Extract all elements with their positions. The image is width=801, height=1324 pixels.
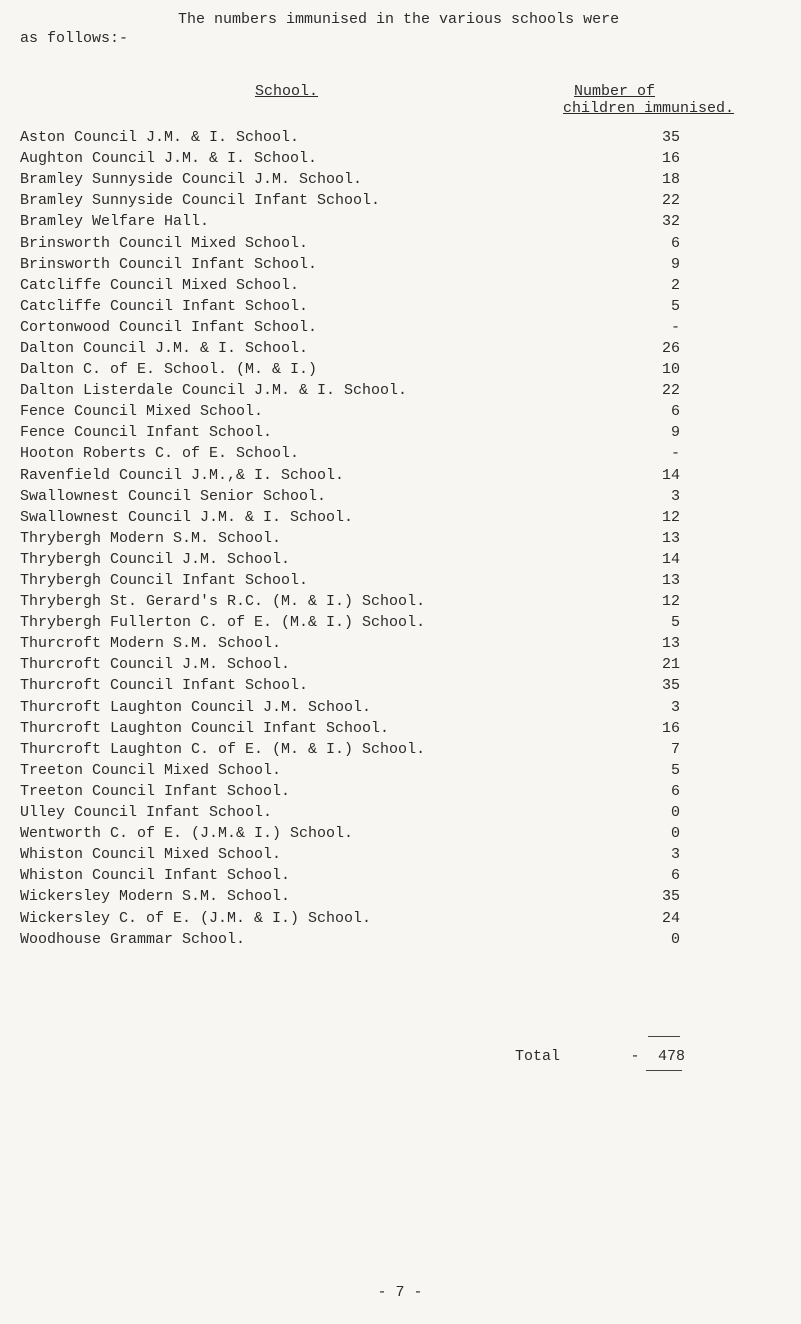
school-name: Treeton Council Mixed School. [20,761,282,779]
table-row [20,507,780,528]
table-row [20,781,780,802]
schools-table [20,127,780,950]
immunised-count: 13 [661,635,680,653]
immunised-count: 16 [661,150,680,168]
immunised-count: 32 [661,213,680,231]
school-name: Cortonwood Council Infant School. [20,318,318,336]
immunised-count: 21 [661,656,680,674]
table-row [20,317,780,338]
table-row [20,169,780,190]
table-row [20,718,780,739]
immunised-count: 3 [670,846,680,864]
school-name: Fence Council Infant School. [20,424,273,442]
immunised-count: 14 [661,550,680,568]
number-header-line-1: Number of [574,83,656,100]
table-row [20,422,780,443]
immunised-count: - [670,445,680,463]
page-number: - 7 - [377,1284,423,1301]
immunised-count: 6 [670,867,680,885]
immunised-count: 22 [661,192,680,210]
school-name: Treeton Council Infant School. [20,782,291,800]
school-name: Wentworth C. of E. (J.M.& I.) School. [20,825,354,843]
school-name: Thurcroft Council J.M. School. [20,656,291,674]
table-row [20,907,780,928]
school-name: Catcliffe Council Mixed School. [20,276,300,294]
total-separator: - [630,1048,640,1065]
intro-line-1: The numbers immunised in the various schools were [178,11,620,28]
table-row [20,760,780,781]
table-row [20,802,780,823]
school-name: Whiston Council Mixed School. [20,846,282,864]
immunised-count: 26 [661,339,680,357]
school-name: Thurcroft Council Infant School. [20,677,309,695]
immunised-count: 35 [661,677,680,695]
table-row [20,486,780,507]
school-name: Thrybergh Council J.M. School. [20,550,291,568]
immunised-count: 12 [661,593,680,611]
school-name: Wickersley Modern S.M. School. [20,888,291,906]
total-rule-line [648,1036,680,1037]
school-name: Wickersley C. of E. (J.M. & I.) School. [20,909,372,927]
table-row [20,254,780,275]
immunised-count: 0 [670,825,680,843]
school-name: Thurcroft Laughton Council J.M. School. [20,698,372,716]
school-name: Thurcroft Modern S.M. School. [20,635,282,653]
table-row [20,275,780,296]
table-row [20,232,780,253]
table-row [20,886,780,907]
table-row [20,443,780,464]
table-row [20,401,780,422]
school-name: Whiston Council Infant School. [20,867,291,885]
immunised-count: 35 [661,888,680,906]
school-name: Bramley Sunnyside Council Infant School. [20,192,381,210]
immunised-count: 16 [661,719,680,737]
school-name: Swallownest Council Senior School. [20,487,327,505]
intro-line-2: as follows:- [20,30,129,47]
school-name: Thrybergh Modern S.M. School. [20,529,282,547]
table-row [20,338,780,359]
table-row [20,697,780,718]
school-name: Thurcroft Laughton Council Infant School. [20,719,390,737]
intro-paragraph [20,10,780,48]
number-header-line-2: children immunised. [563,100,735,117]
immunised-count: 6 [670,234,680,252]
table-row [20,633,780,654]
school-name: Ravenfield Council J.M.,& I. School. [20,466,345,484]
table-row [20,127,780,148]
school-name: Aston Council J.M. & I. School. [20,129,300,147]
table-row [20,211,780,232]
table-row [20,570,780,591]
immunised-count: 0 [670,930,680,948]
school-name: Thrybergh St. Gerard's R.C. (M. & I.) School. [20,593,426,611]
table-row [20,528,780,549]
immunised-count: - [670,318,680,336]
table-row [20,148,780,169]
total-value: 478 [657,1048,685,1065]
school-name: Dalton Listerdale Council J.M. & I. School. [20,382,408,400]
immunised-count: 13 [661,529,680,547]
school-name: Thrybergh Fullerton C. of E. (M.& I.) School. [20,614,426,632]
immunised-count: 22 [661,382,680,400]
school-name: Thurcroft Laughton C. of E. (M. & I.) School. [20,740,426,758]
immunised-count: 18 [661,171,680,189]
immunised-count: 13 [661,572,680,590]
immunised-count: 9 [670,255,680,273]
school-name: Hooton Roberts C. of E. School. [20,445,300,463]
total-underline [646,1070,682,1071]
school-name: Brinsworth Council Infant School. [20,255,318,273]
table-row [20,296,780,317]
school-name: Woodhouse Grammar School. [20,930,246,948]
immunised-count: 7 [670,740,680,758]
school-column-header: School. [255,83,319,100]
immunised-count: 5 [670,614,680,632]
table-row [20,465,780,486]
immunised-count: 14 [661,466,680,484]
immunised-count: 3 [670,487,680,505]
total-label: Total [515,1048,561,1065]
immunised-count: 5 [670,297,680,315]
table-row [20,612,780,633]
immunised-count: 12 [661,508,680,526]
table-row [20,359,780,380]
immunised-count: 2 [670,276,680,294]
table-row [20,591,780,612]
immunised-count: 6 [670,782,680,800]
table-row [20,844,780,865]
immunised-count: 0 [670,804,680,822]
immunised-count: 5 [670,761,680,779]
table-row [20,865,780,886]
school-name: Brinsworth Council Mixed School. [20,234,309,252]
table-row [20,654,780,675]
table-row [20,823,780,844]
table-row [20,549,780,570]
immunised-count: 35 [661,129,680,147]
immunised-count: 10 [661,361,680,379]
school-name: Bramley Welfare Hall. [20,213,210,231]
immunised-count: 24 [661,909,680,927]
school-name: Bramley Sunnyside Council J.M. School. [20,171,363,189]
immunised-count: 6 [670,403,680,421]
school-name: Aughton Council J.M. & I. School. [20,150,318,168]
immunised-count: 3 [670,698,680,716]
school-name: Dalton Council J.M. & I. School. [20,339,309,357]
school-name: Thrybergh Council Infant School. [20,572,309,590]
school-name: Fence Council Mixed School. [20,403,264,421]
table-row [20,675,780,696]
immunised-count: 9 [670,424,680,442]
school-name: Catcliffe Council Infant School. [20,297,309,315]
school-name: Swallownest Council J.M. & I. School. [20,508,354,526]
table-row [20,929,780,950]
school-name: Ulley Council Infant School. [20,804,273,822]
table-row [20,380,780,401]
school-name: Dalton C. of E. School. (M. & I.) [20,361,318,379]
table-row [20,739,780,760]
total-row [515,1048,685,1065]
number-column-header [563,83,801,117]
table-row [20,190,780,211]
